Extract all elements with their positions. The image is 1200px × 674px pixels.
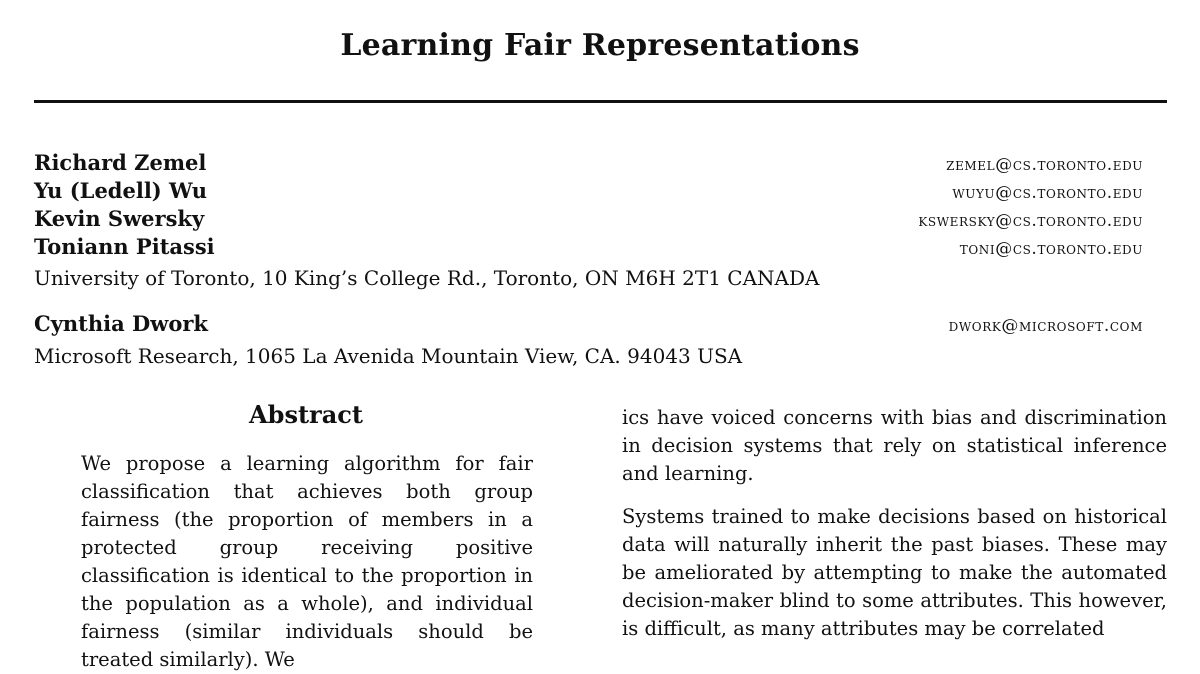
author-name: Kevin Swersky — [34, 206, 205, 231]
abstract-text: We propose a learning algorithm for fair classification that achieves both group fairness (the proportion of members in a protected group receiving positive classification is identical to the proportion in the population as a whole), and individual fairness (similar individuals should be treated similarly). We — [81, 452, 533, 671]
abstract-heading: Abstract — [249, 400, 363, 429]
author-name: Toniann Pitassi — [34, 234, 215, 259]
body-paragraph: ics have voiced concerns with bias and discrimination in decision systems that rely on statistical inference and learning. — [622, 406, 1167, 485]
author-email: zemel@cs.toronto.edu — [946, 155, 1143, 175]
author-row — [34, 311, 1143, 339]
title-rule — [34, 100, 1167, 103]
author-email: toni@cs.toronto.edu — [959, 239, 1143, 259]
paper-title: Learning Fair Representations — [340, 28, 860, 63]
author-email: wuyu@cs.toronto.edu — [952, 183, 1143, 203]
author-row — [34, 206, 1143, 234]
author-row — [34, 150, 1143, 178]
author-email: kswersky@cs.toronto.edu — [918, 211, 1143, 231]
author-email: dwork@microsoft.com — [948, 316, 1143, 336]
author-name: Cynthia Dwork — [34, 311, 208, 336]
right-column — [622, 404, 1167, 658]
author-name: Yu (Ledell) Wu — [34, 178, 208, 203]
author-row — [34, 178, 1143, 206]
body-paragraph: Systems trained to make decisions based on historical data will naturally inherit the past biases. These may be ameliorated by attempting to make the automated decision-maker blind to some attributes. This however, is difficult, as many attributes may be correlated — [622, 505, 1167, 640]
author-row — [34, 234, 1143, 262]
affiliation-microsoft: Microsoft Research, 1065 La Avenida Mountain View, CA. 94043 USA — [34, 344, 743, 368]
author-name: Richard Zemel — [34, 150, 207, 175]
affiliation-toronto: University of Toronto, 10 King’s College Rd., Toronto, ON M6H 2T1 CANADA — [34, 266, 820, 290]
